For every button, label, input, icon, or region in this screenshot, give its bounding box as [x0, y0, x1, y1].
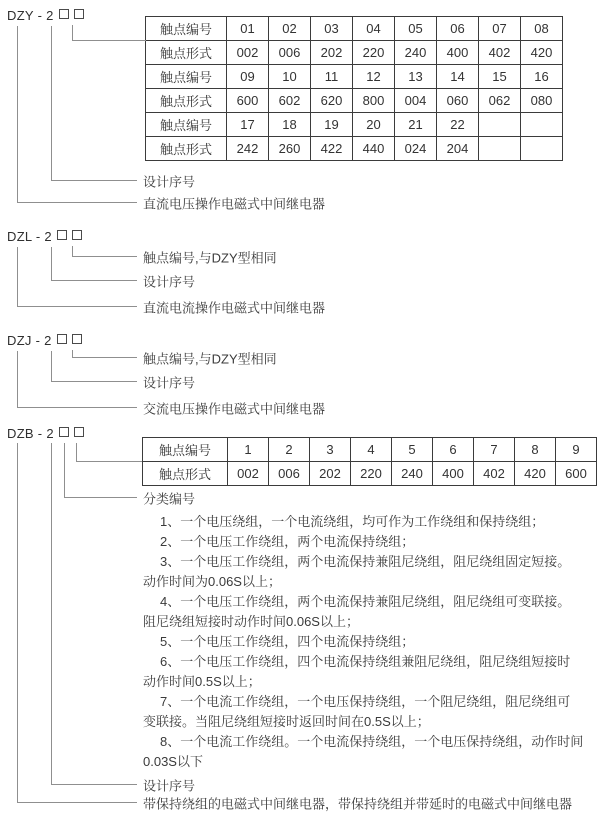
- value-cell: 4: [351, 438, 392, 462]
- class-list-line: 变联接。当阻尼绕组短接时返回时间在0.5S以上；: [143, 714, 430, 729]
- value-cell: 400: [433, 462, 474, 486]
- value-cell: 7: [474, 438, 515, 462]
- value-cell: [479, 113, 521, 137]
- class-list-line: 动作时间为0.06S以上；: [143, 574, 281, 589]
- dzb-class-list: [143, 512, 609, 772]
- dzl-contact-label: 触点编号,与DZY型相同: [143, 250, 277, 266]
- dzj-description-label: 交流电压操作电磁式中间继电器: [143, 401, 326, 417]
- value-cell: 04: [353, 17, 395, 41]
- value-cell: 080: [521, 89, 563, 113]
- table-row: [146, 65, 563, 89]
- digit-box-icon: [74, 427, 84, 437]
- value-cell: 240: [392, 462, 433, 486]
- value-cell: 202: [311, 41, 353, 65]
- value-cell: 006: [269, 462, 310, 486]
- row-header-cell: 触点编号: [146, 113, 227, 137]
- value-cell: 5: [392, 438, 433, 462]
- class-list-line: 7、一个电流工作绕组，一个电压保持绕组，一个阻尼绕组，阻尼绕组可: [160, 694, 571, 709]
- row-header-cell: 触点编号: [143, 438, 228, 462]
- dzb-model-text: DZB - 2: [7, 426, 54, 441]
- leader-line: [76, 461, 142, 462]
- leader-line: [76, 443, 77, 462]
- value-cell: 19: [311, 113, 353, 137]
- leader-line: [17, 802, 137, 803]
- leader-line: [72, 357, 137, 358]
- digit-box-icon: [74, 9, 84, 19]
- leader-line: [17, 247, 18, 307]
- digit-box-icon: [72, 334, 82, 344]
- value-cell: 02: [269, 17, 311, 41]
- row-header-cell: 触点形式: [146, 41, 227, 65]
- value-cell: 12: [353, 65, 395, 89]
- leader-line: [51, 381, 137, 382]
- value-cell: 21: [395, 113, 437, 137]
- value-cell: 422: [311, 137, 353, 161]
- class-list-line: 2、一个电压工作绕组，两个电流保持绕组；: [160, 534, 415, 549]
- value-cell: 202: [310, 462, 351, 486]
- class-list-line: 动作时间0.5S以上；: [143, 674, 261, 689]
- value-cell: 260: [269, 137, 311, 161]
- value-cell: 800: [353, 89, 395, 113]
- dzb-model-title: [7, 426, 84, 441]
- class-list-line: 3、一个电压工作绕组，两个电流保持兼阻尼绕组，阻尼绕组固定短接。: [160, 554, 571, 569]
- table-row: [146, 41, 563, 65]
- digit-box-icon: [72, 230, 82, 240]
- leader-line: [17, 26, 18, 203]
- dzy-model-text: DZY - 2: [7, 8, 54, 23]
- value-cell: 242: [227, 137, 269, 161]
- value-cell: 602: [269, 89, 311, 113]
- table-row: [146, 17, 563, 41]
- row-header-cell: 触点编号: [146, 65, 227, 89]
- dzj-model-title: [7, 333, 82, 348]
- value-cell: 002: [228, 462, 269, 486]
- class-list-line: 1、一个电压绕组，一个电流绕组，均可作为工作绕组和保持绕组；: [160, 514, 545, 529]
- dzl-model-title: [7, 229, 82, 244]
- value-cell: 16: [521, 65, 563, 89]
- leader-line: [51, 247, 52, 281]
- dzj-design-label: 设计序号: [143, 375, 196, 391]
- value-cell: 22: [437, 113, 479, 137]
- leader-line: [51, 26, 52, 181]
- value-cell: [479, 137, 521, 161]
- dzj-contact-label: 触点编号,与DZY型相同: [143, 351, 277, 367]
- row-header-cell: 触点形式: [143, 462, 228, 486]
- row-header-cell: 触点形式: [146, 137, 227, 161]
- value-cell: 3: [310, 438, 351, 462]
- class-list-line: 0.03S以下: [143, 754, 203, 769]
- class-list-line: 4、一个电压工作绕组，两个电流保持兼阻尼绕组，阻尼绕组可变联接。: [160, 594, 571, 609]
- value-cell: 17: [227, 113, 269, 137]
- leader-line: [17, 202, 137, 203]
- leader-line: [51, 351, 52, 382]
- value-cell: 060: [437, 89, 479, 113]
- value-cell: 01: [227, 17, 269, 41]
- digit-box-icon: [59, 427, 69, 437]
- dzl-description-label: 直流电流操作电磁式中间继电器: [143, 300, 326, 316]
- leader-line: [51, 180, 137, 181]
- value-cell: 620: [311, 89, 353, 113]
- value-cell: 420: [521, 41, 563, 65]
- leader-line: [51, 443, 52, 785]
- leader-line: [72, 256, 137, 257]
- value-cell: 05: [395, 17, 437, 41]
- value-cell: 14: [437, 65, 479, 89]
- table-row: [143, 438, 597, 462]
- dzj-model-text: DZJ - 2: [7, 333, 52, 348]
- class-list-line: 阻尼绕组短接时动作时间0.06S以上；: [143, 614, 359, 629]
- leader-line: [72, 40, 146, 41]
- value-cell: 004: [395, 89, 437, 113]
- value-cell: 420: [515, 462, 556, 486]
- leader-line: [64, 443, 65, 498]
- value-cell: 07: [479, 17, 521, 41]
- value-cell: 1: [228, 438, 269, 462]
- value-cell: 03: [311, 17, 353, 41]
- leader-line: [51, 280, 137, 281]
- value-cell: 15: [479, 65, 521, 89]
- value-cell: 062: [479, 89, 521, 113]
- dzl-model-text: DZL - 2: [7, 229, 52, 244]
- digit-box-icon: [59, 9, 69, 19]
- class-list-line: 8、一个电流工作绕组。一个电流保持绕组，一个电压保持绕组，动作时间: [160, 734, 584, 749]
- value-cell: 002: [227, 41, 269, 65]
- leader-line: [72, 25, 73, 41]
- leader-line: [17, 407, 137, 408]
- value-cell: 006: [269, 41, 311, 65]
- class-list-line: 5、一个电压工作绕组，四个电流保持绕组；: [160, 634, 415, 649]
- leader-line: [64, 497, 137, 498]
- dzb-contact-table: [142, 437, 597, 486]
- dzb-class-label: 分类编号: [143, 491, 196, 507]
- value-cell: 220: [353, 41, 395, 65]
- digit-box-icon: [57, 334, 67, 344]
- table-row: [146, 113, 563, 137]
- row-header-cell: 触点形式: [146, 89, 227, 113]
- value-cell: 400: [437, 41, 479, 65]
- value-cell: [521, 113, 563, 137]
- value-cell: 18: [269, 113, 311, 137]
- value-cell: [521, 137, 563, 161]
- value-cell: 08: [521, 17, 563, 41]
- value-cell: 402: [474, 462, 515, 486]
- value-cell: 09: [227, 65, 269, 89]
- value-cell: 600: [556, 462, 597, 486]
- dzl-design-label: 设计序号: [143, 274, 196, 290]
- leader-line: [17, 443, 18, 803]
- class-list-line: 6、一个电压工作绕组，四个电流保持绕组兼阻尼绕组，阻尼绕组短接时: [160, 654, 571, 669]
- dzy-design-label: 设计序号: [143, 174, 196, 190]
- value-cell: 402: [479, 41, 521, 65]
- table-row: [143, 462, 597, 486]
- value-cell: 8: [515, 438, 556, 462]
- value-cell: 9: [556, 438, 597, 462]
- digit-box-icon: [57, 230, 67, 240]
- value-cell: 11: [311, 65, 353, 89]
- leader-line: [17, 306, 137, 307]
- value-cell: 204: [437, 137, 479, 161]
- row-header-cell: 触点编号: [146, 17, 227, 41]
- dzy-model-title: [7, 8, 84, 23]
- value-cell: 220: [351, 462, 392, 486]
- table-row: [146, 89, 563, 113]
- table-row: [146, 137, 563, 161]
- leader-line: [17, 351, 18, 408]
- value-cell: 2: [269, 438, 310, 462]
- leader-line: [51, 784, 137, 785]
- value-cell: 440: [353, 137, 395, 161]
- dzb-design-label: 设计序号: [143, 778, 196, 794]
- dzy-description-label: 直流电压操作电磁式中间继电器: [143, 196, 326, 212]
- value-cell: 13: [395, 65, 437, 89]
- value-cell: 240: [395, 41, 437, 65]
- dzb-description-label: 带保持绕组的电磁式中间继电器，带保持绕组并带延时的电磁式中间继电器: [143, 796, 573, 812]
- value-cell: 06: [437, 17, 479, 41]
- value-cell: 600: [227, 89, 269, 113]
- dzy-contact-table: [145, 16, 563, 161]
- value-cell: 10: [269, 65, 311, 89]
- value-cell: 6: [433, 438, 474, 462]
- value-cell: 20: [353, 113, 395, 137]
- value-cell: 024: [395, 137, 437, 161]
